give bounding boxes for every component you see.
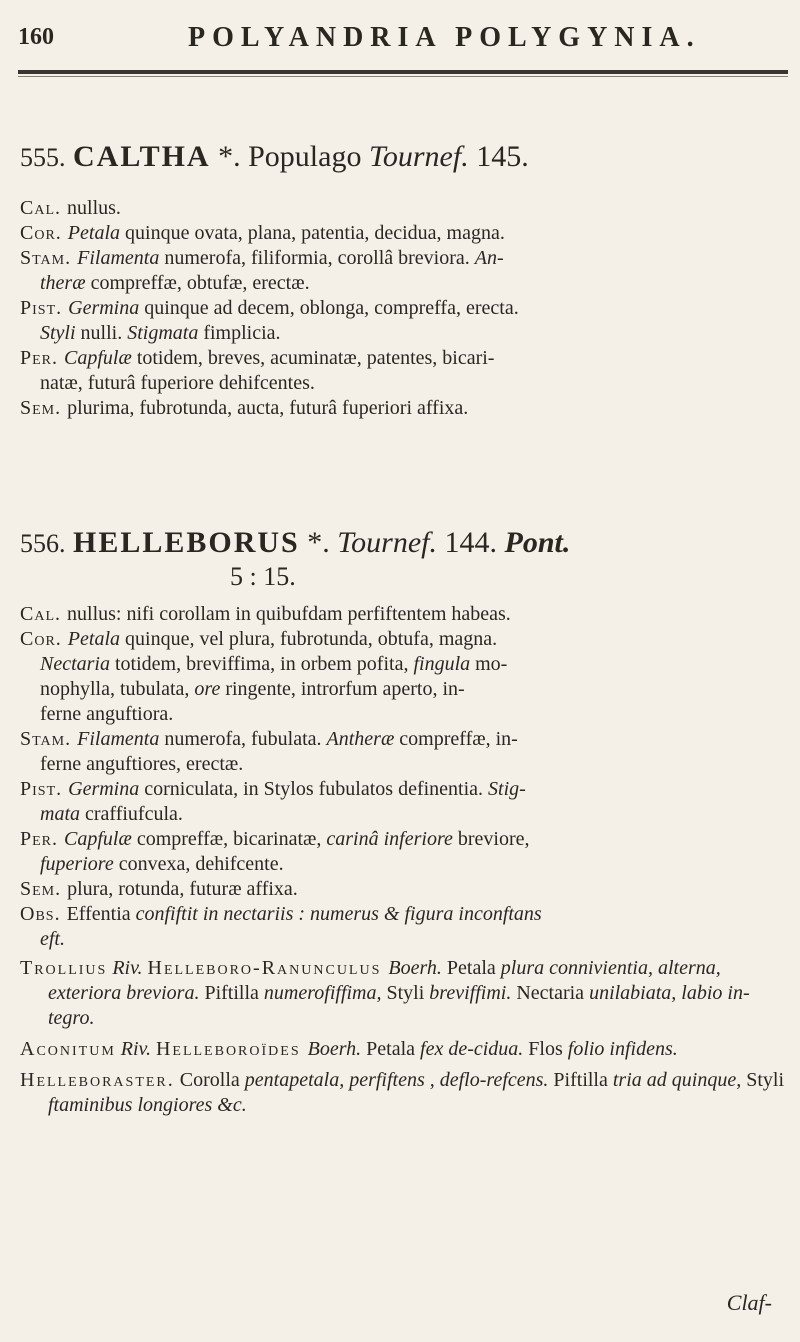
entry-text: craffiufcula. (85, 803, 183, 825)
entry-text: natæ, futurâ fuperiore dehifcentes. (40, 372, 315, 394)
entry-text: convexa, dehifcente. (118, 853, 284, 875)
entry-italic: ore (194, 678, 226, 700)
genus-mark: *. (307, 526, 330, 559)
note-text: plura connivientia, alterna, exteriora breviora. (48, 957, 721, 1004)
character-entry (20, 752, 790, 777)
genus-name: HELLEBORUS (73, 526, 300, 559)
entry-text: nullus. (67, 197, 121, 219)
entry-label: Per. (20, 828, 65, 850)
notes-list (20, 956, 790, 1118)
entry-text: nulli. (80, 322, 128, 344)
genus-number: 555. (20, 143, 66, 172)
note-text: Styli (381, 982, 430, 1004)
note-text: numerofiffima, (263, 982, 382, 1004)
entry-indent (20, 372, 40, 394)
entry-italic: An- (474, 247, 504, 269)
note-text: pentapetala, perfiftens , deflo-refcens. (244, 1069, 549, 1091)
character-entry (20, 271, 790, 296)
note-genus: Trollius (20, 957, 108, 979)
entry-italic: Germina (68, 297, 145, 319)
character-entry (20, 902, 790, 927)
genus-mark: *. (218, 140, 241, 173)
character-entry (20, 927, 790, 952)
genus-reference-2: Pont. (504, 526, 571, 559)
running-head (18, 16, 788, 56)
genus-caltha (20, 140, 790, 421)
entry-text: corniculata, in Stylos fubulatos definentia. (144, 778, 489, 800)
entry-text: quinque ovata, plana, patentia, decidua, magna. (125, 222, 505, 244)
character-entry (20, 777, 790, 802)
entry-text: quinque, vel plura, fubrotunda, obtufa, magna. (125, 628, 498, 650)
entry-text: nophylla, tubulata, (40, 678, 195, 700)
entry-italic: Styli (40, 322, 81, 344)
note-genus: Helleboraster. (20, 1069, 175, 1091)
note-text: Boerh. (307, 1038, 362, 1060)
entry-label: Cor. (20, 222, 68, 244)
genus-number: 556. (20, 529, 66, 558)
entry-text: ferne anguftiora. (40, 703, 174, 725)
note-text: Piftilla (199, 982, 264, 1004)
character-list (20, 196, 790, 421)
entry-text: quinque ad decem, oblonga, compreffa, erecta. (144, 297, 519, 319)
entry-text: mo- (475, 653, 508, 675)
entry-italic: Germina (68, 778, 145, 800)
genus-reference: Tournef. (337, 526, 437, 559)
genus-ref-line2: 5 : 15. (230, 562, 296, 591)
note-text: breviffimi. (429, 982, 512, 1004)
character-entry (20, 346, 790, 371)
entry-text: compreffæ, bicarinatæ, (136, 828, 327, 850)
entry-label: Pist. (20, 297, 69, 319)
entry-label: Sem. (20, 397, 68, 419)
entry-text: totidem, breviffima, in orbem pofita, (115, 653, 414, 675)
note-text: Petala (361, 1038, 421, 1060)
entry-label: Cal. (20, 197, 68, 219)
entry-text: plura, rotunda, futuræ affixa. (67, 878, 298, 900)
character-entry (20, 727, 790, 752)
note-text: Nectaria (511, 982, 590, 1004)
entry-italic: confiftit in nectariis : numerus & figura inconftans (135, 903, 542, 925)
entry-italic: Capfulæ (64, 347, 137, 369)
entry-text: fimplicia. (203, 322, 281, 344)
entry-text: Effentia (66, 903, 136, 925)
note-text: folio infidens. (567, 1038, 678, 1060)
entry-italic: mata (40, 803, 85, 825)
entry-italic: fuperiore (40, 853, 119, 875)
entry-indent (20, 678, 40, 700)
entry-italic: Stigmata (127, 322, 204, 344)
character-entry (20, 877, 790, 902)
entry-italic: Petala (67, 628, 126, 650)
note-text: Petala (441, 957, 501, 979)
note-text: unilabiata, labio in-tegro. (48, 982, 750, 1029)
note-text: tria ad quinque, (612, 1069, 742, 1091)
genus-synonym: Populago (248, 140, 362, 173)
character-entry (20, 677, 790, 702)
header-rule (18, 70, 788, 74)
entry-italic: Antheræ (326, 728, 400, 750)
entry-text: ferne anguftiores, erectæ. (40, 753, 244, 775)
entry-label: Cal. (20, 603, 68, 625)
entry-label: Stam. (20, 728, 78, 750)
character-entry (20, 296, 790, 321)
character-entry (20, 627, 790, 652)
note-text: Helleboro-Ranunculus (147, 957, 389, 979)
genus-helleborus (20, 526, 790, 1124)
entry-italic: Capfulæ (64, 828, 137, 850)
character-entry (20, 827, 790, 852)
entry-italic: theræ (40, 272, 91, 294)
character-entry (20, 371, 790, 396)
entry-italic: carinâ inferiore (326, 828, 458, 850)
character-entry (20, 396, 790, 421)
entry-text: breviore, (457, 828, 530, 850)
entry-text: ringente, introrfum aperto, in- (225, 678, 465, 700)
header-rule-thin (18, 76, 788, 77)
catchword: Claf- (726, 1290, 772, 1315)
entry-label: Cor. (20, 628, 68, 650)
genus-note (20, 1068, 790, 1118)
note-text: Flos (523, 1038, 568, 1060)
entry-indent (20, 928, 40, 950)
character-entry (20, 802, 790, 827)
genus-reference: Tournef. (368, 140, 469, 173)
genus-note (20, 1037, 790, 1062)
genus-title (20, 140, 790, 174)
genus-ref-number: 145. (476, 140, 529, 173)
note-text: ftaminibus longiores &c. (48, 1094, 247, 1116)
entry-text: totidem, breves, acuminatæ, patentes, bicari- (136, 347, 495, 369)
entry-italic: Nectaria (40, 653, 115, 675)
entry-italic: eft. (40, 928, 65, 950)
note-text: fex de-cidua. (420, 1038, 524, 1060)
character-entry (20, 196, 790, 221)
character-list (20, 602, 790, 952)
character-entry (20, 246, 790, 271)
entry-text: compreffæ, obtufæ, erectæ. (90, 272, 310, 294)
entry-text: numerofa, filiformia, corollâ breviora. (164, 247, 475, 269)
genus-name: CALTHA (73, 140, 211, 173)
entry-italic: Filamenta (77, 247, 165, 269)
running-title: POLYANDRIA POLYGYNIA. (188, 22, 701, 53)
note-genus: Aconitum (20, 1038, 116, 1060)
entry-indent (20, 853, 40, 875)
entry-label: Obs. (20, 903, 67, 925)
entry-indent (20, 753, 40, 775)
note-text: Piftilla (548, 1069, 613, 1091)
entry-indent (20, 803, 40, 825)
entry-indent (20, 322, 40, 344)
entry-indent (20, 703, 40, 725)
page-number: 160 (18, 24, 54, 50)
entry-italic: Filamenta (77, 728, 165, 750)
entry-label: Pist. (20, 778, 69, 800)
character-entry (20, 221, 790, 246)
entry-italic: Petala (67, 222, 126, 244)
genus-note (20, 956, 790, 1031)
entry-italic: fingula (413, 653, 476, 675)
entry-text: numerofa, fubulata. (164, 728, 327, 750)
entry-italic: Stig- (488, 778, 526, 800)
entry-indent (20, 272, 40, 294)
note-text: Styli (741, 1069, 785, 1091)
note-text: Riv. (107, 957, 148, 979)
note-text: Boerh. (388, 957, 442, 979)
entry-indent (20, 653, 40, 675)
entry-text: compreffæ, in- (399, 728, 518, 750)
entry-label: Stam. (20, 247, 78, 269)
character-entry (20, 602, 790, 627)
entry-text: nullus: nifi corollam in quibufdam perfiftentem habeas. (67, 603, 511, 625)
genus-ref-number: 144. (444, 526, 497, 559)
note-text: Riv. (115, 1038, 156, 1060)
character-entry (20, 852, 790, 877)
note-text: Corolla (174, 1069, 245, 1091)
entry-label: Sem. (20, 878, 68, 900)
character-entry (20, 652, 790, 677)
character-entry (20, 321, 790, 346)
genus-title (20, 526, 790, 592)
entry-text: plurima, fubrotunda, aucta, futurâ fuperiori affixa. (67, 397, 469, 419)
character-entry (20, 702, 790, 727)
note-text: Helleboroïdes (155, 1038, 308, 1060)
entry-label: Per. (20, 347, 65, 369)
